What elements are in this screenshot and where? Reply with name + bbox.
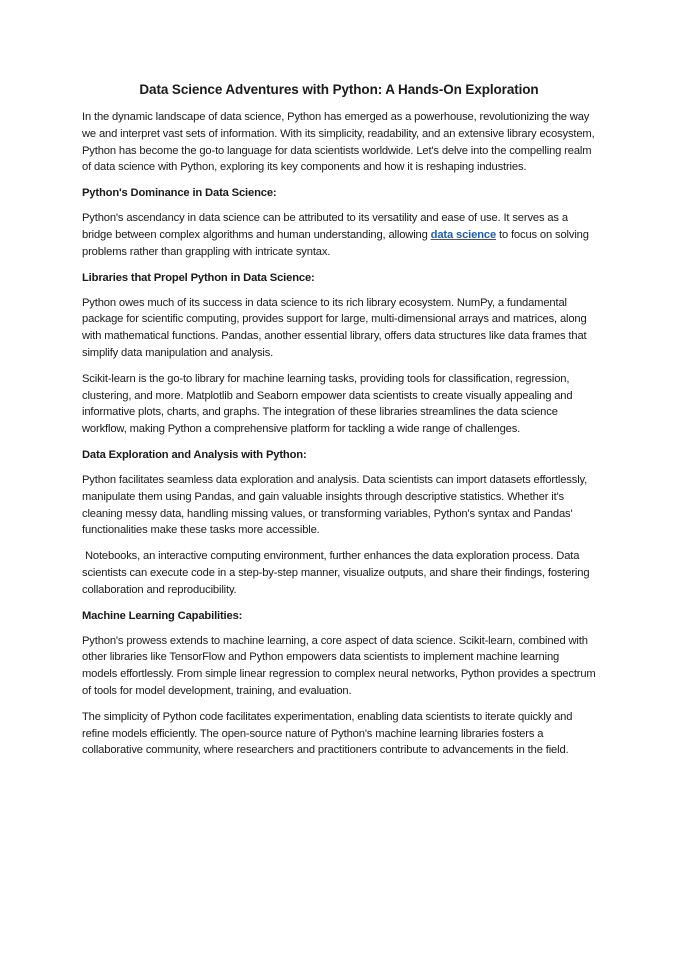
dominance-text-after: to focus on solving problems rather than grappling with intricate syntax. <box>82 228 589 258</box>
dominance-paragraph <box>82 210 596 260</box>
document-title: Data Science Adventures with Python: A Hands-On Exploration <box>139 82 539 97</box>
section-heading-dominance: Python's Dominance in Data Science: <box>82 187 277 200</box>
machine-learning-paragraph-2: The simplicity of Python code facilitates experimentation, enabling data scientists to iterate quickly and refine models efficiently. The open-source nature of Python's machine learning libraries fosters a collaborative community, where researchers and practitioners contribute to advancements in the field. <box>82 710 573 757</box>
exploration-paragraph-2: Notebooks, an interactive computing environment, further enhances the data exploration process. Data scientists can execute code in a step-by-step manner, visualize outputs, and share their findings, fostering collaboration and reproducibility. <box>82 550 593 596</box>
machine-learning-paragraph-1: Python's prowess extends to machine learning, a core aspect of data science. Scikit-learn, combined with other libraries like TensorFlow and Python empowers data scientists to implement machine learning models effortlessly. From simple linear regression to complex neural networks, Python provides a spectrum of tools for model development, training, and evaluation. <box>82 634 596 697</box>
section-heading-libraries: Libraries that Propel Python in Data Science: <box>82 271 315 284</box>
document-page <box>82 80 596 768</box>
section-heading-exploration: Data Exploration and Analysis with Python: <box>82 448 307 461</box>
libraries-paragraph-1: Python owes much of its success in data science to its rich library ecosystem. NumPy, a fundamental package for scientific computing, provides support for large, multi-dimensional arrays and matrices, along with mathematical functions. Pandas, another essential library, offers data structures like data frames that simplify data manipulation and analysis. <box>82 296 587 359</box>
dominance-text-before: Python's ascendancy in data science can be attributed to its versatility and ease of use. It serves as a bridge between complex algorithms and human understanding, allowing <box>82 212 568 241</box>
section-heading-machine-learning: Machine Learning Capabilities: <box>82 609 243 622</box>
data-science-link[interactable]: data science <box>430 228 497 241</box>
intro-paragraph: In the dynamic landscape of data science, Python has emerged as a powerhouse, revolutionizing the way we and interpret vast sets of information. With its simplicity, readability, and an extensive library ecosystem, Python has become the go-to language for data scientists worldwide. Let's delve into the compelling realm of data science with Python, exploring its key components and how it is reshaping industries. <box>82 111 595 174</box>
libraries-paragraph-2: Scikit-learn is the go-to library for machine learning tasks, providing tools for classification, regression, clustering, and more. Matplotlib and Seaborn empower data scientists to create visually appealing and informative plots, charts, and graphs. The integration of these libraries streamlines the data science workflow, making Python a comprehensive platform for tackling a wide range of challenges. <box>82 372 573 436</box>
exploration-paragraph-1: Python facilitates seamless data exploration and analysis. Data scientists can import datasets effortlessly, manipulate them using Pandas, and gain valuable insights through descriptive statistics. Whether it's cleaning messy data, handling missing values, or transforming variables, Python's syntax and Pandas' functionalities make these tasks more accessible. <box>82 473 588 537</box>
